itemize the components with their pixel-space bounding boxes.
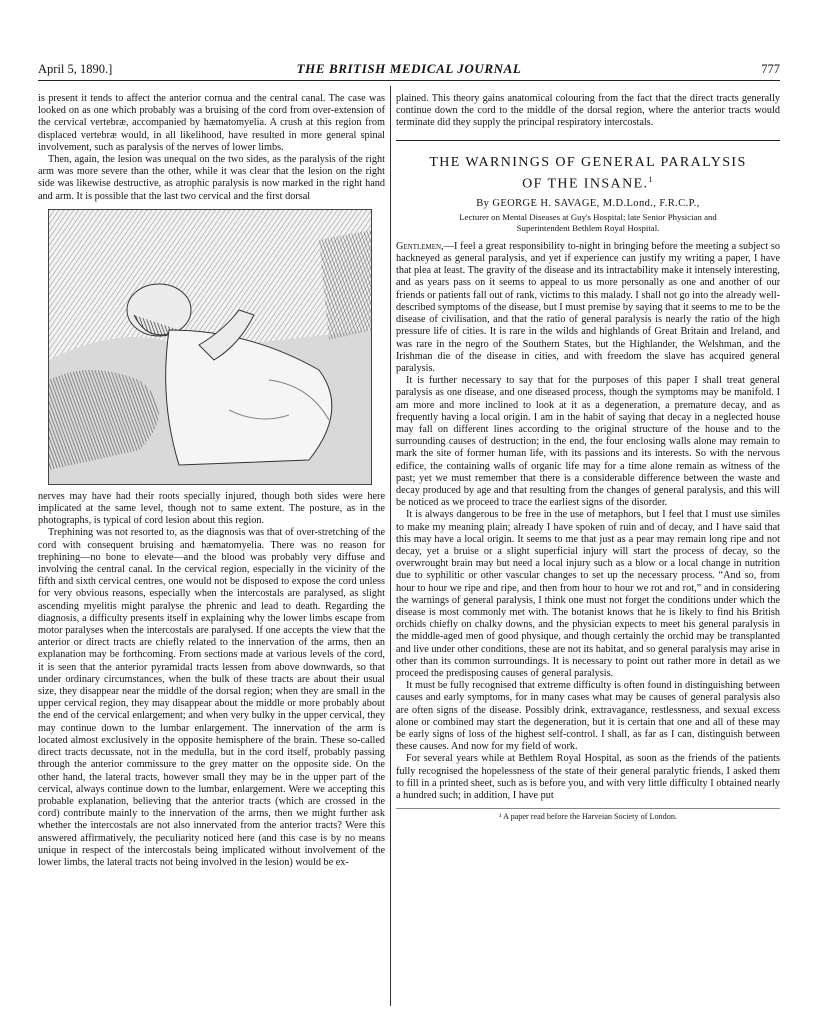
left-paragraph-4: Trephining was not resorted to, as the diagnosis was that of over-stretching of the cord with consequent bruising and hæmatomyelia. There was no reason for trephining—no bone to elevate—and the blood was probably very diffuse and involving the central canal. In the cervical region, especially in the vicinity of the fifth and sixth cervical centres, one would not be disposed to expose the cord unless for very obvious reasons, especially when the intercostals are paralysed, as slight ascending myelitis might paralyse the phrenic and lead to death. Regarding the diagnosis, a difficulty presents itself in explaining why the lower limbs escape from motor paralyses when the intercostals are paralysed. If one accepts the view that the anterior or direct tracts are chiefly related to the innervation of the arms, then an explanation may be forthcoming. From sections made at various levels of the cord, it is seen that the anterior pyramidal tracts lessen from above downwards, so that under ordinary circumstances, when the bulk of these tracts are about their usual size, they disappear near the middle of the dorsal region; when they are small in the upper cervical region, they may disappear about the middle or more probably about the end of the cervical enlargement; and when very bulky in the upper cervical, they may continue down to the lumbar enlargement. The innervation of the arm is located almost exclusively in the opposite hemisphere of the brain. These so-called direct tracts decussate, not in the medulla, but in the cord itself, probably passing through the anterior commissure to the grey matter on the opposite side. On the other hand, the lateral tracts, however small they may be in the upper part of the cervical, always continue down to the lumbar, enlargement. Were we accepting this probable explanation, believing that the anterior tracts (which are crossed in the cord) contribute mainly to the innervation of the arms, then we might further ask whether the intercostals are not also innervated from the anterior tracts? Were this answered affirmatively, the peculiarity noticed here (and this case is by no means unique in respect of the intercostals being implicated without involvement of the lower limbs, the lateral tracts not being involved in the lesion) would be ex- — [38, 527, 385, 868]
running-header — [38, 60, 780, 81]
title-line-1: THE WARNINGS OF GENERAL PARALYSIS — [429, 154, 747, 170]
right-paragraph-1: plained. This theory gains anatomical colouring from the fact that the direct tracts generally continue down the cord to the middle of the dorsal region, where the anterior tracts would terminate did they supply the principal respiratory intercostals. — [396, 93, 780, 129]
right-column — [396, 93, 780, 1020]
article-title — [396, 154, 780, 193]
page-number: 777 — [761, 62, 780, 76]
left-paragraph-2: Then, again, the lesion was unequal on the two sides, as the paralysis of the right arm was more severe than the other, while it was clear that the lesion on the right side was likewise destructive, as atrophic paralysis is now marked in the right hand and arm. It is possible that the last two cervical and the first dorsal — [38, 154, 385, 202]
issue-date: April 5, 1890.] — [38, 62, 113, 76]
journal-title: THE BRITISH MEDICAL JOURNAL — [296, 61, 522, 76]
patient-engraving — [48, 209, 372, 485]
article-separator — [396, 140, 780, 141]
left-paragraph-1: is present it tends to affect the anterior cornua and the central canal. The case was looked on as one which probably was a bruising of the cord from over-extension of the cervical vertebræ, accompanied by hæmatomyelia. A crush at this region from displaced vertebræ would, in all likelihood, have resulted in more general spinal involvement, such as paralysis of the nerves of lower limbs. — [38, 93, 385, 153]
footnote-marker: 1 — [648, 174, 654, 184]
affiliation-line-1: Lecturer on Mental Diseases at Guy's Hospital; late Senior Physician and — [459, 212, 717, 223]
left-paragraph-3: nerves may have had their roots specially injured, though both sides were here implicated at the same level, though not to same extent. The posture, as in the photographs, is typical of cord lesion about this region. — [38, 490, 385, 527]
right-paragraph-3: It is further necessary to say that for the purposes of this paper I shall treat general paralysis as one disease, and one diseased process, though the symptoms may be manifold. I am more and more inclined to look at it as a degeneration, a premature decay, and as frequently having a local origin. I am in the habit of saying that decay in a neglected house may fall on different lines according to the original structure of the house and to the surrounding causes of destruction; in the end, the four enclosing walls alone may remain to mark the site of former human life, with its passions and its interests. So with the nervous edifice, the containing walls of organic life may for a time alone remain as witness of the past; yet we must remember that there is a considerable difference between the waste and decay produced by age and that resulting from the changes of general paralysis, and this will be noticed as we proceed to trace the earliest signs of the disorder. — [396, 375, 780, 509]
engraving-image — [49, 210, 371, 484]
right-paragraph-4: It is always dangerous to be free in the use of metaphors, but I feel that I must use similes to make my meaning plain; already I have spoken of ruin and of decay, and I have said that this may have a local origin. It seems to me that just as a pear may remain long ripe and not decay, yet a bruise or a slight superficial injury will start the process of decay, so the overwrought brain may but need a local injury such as a blow or a local change in nutrition due to syphilitic or other vascular changes to set up the necessary process. “And so, from hour to hour we ripe and ripe, and then from hour to hour we rot and rot,” and in considering the warnings of general paralysis, I think one must not forget the conditions under which the disease is most commonly met with. The botanist knows that he is likely to find his British orchids chiefly on chalky downs, and the physician expects to meet his general paralysis in the middle-aged men of good physique, and though certainly the orchid may be transplanted and live under other conditions, these are not its habitat, and so general paralysis may arise in other than its common surroundings. It is necessary to point out rather more in detail as we proceed the predisposing causes of general paralysis. — [396, 509, 780, 679]
author-affiliation — [396, 212, 780, 232]
left-column — [38, 93, 385, 1020]
footnote: ¹ A paper read before the Harveian Society of London. — [396, 808, 780, 823]
title-line-2: OF THE INSANE.$^1$ — [522, 174, 654, 192]
right-paragraph-2: Gentlemen,—I feel a great responsibility to-night in bringing before the meeting a subject so hackneyed as general paralysis, and yet if experience can justify my writing a paper, I have that plea at least. The gravity of the disease and its intractability make it intensely interesting, and as years pass on it seems to appeal to us more personally as one and another of our friends or patients fall out of rank, victims to this malady. I shall not go into the already well-described symptoms of the disease, but I must premise by saying that it seems to me to be the disease of civilisation, and that the ratio of general paralysis is nearly the ratio of the high pressure life of cities. It is rare in the wilds and highlands of Great Britain and Ireland, and was rare in the negro of the Southern States, but the Highlander, the Welshman, and the Irishman die of the disease in cities, and with freedom the slave has acquired general paralysis. — [396, 240, 780, 374]
affiliation-line-2: Superintendent Bethlem Royal Hospital. — [516, 222, 660, 233]
author-byline: By GEORGE H. SAVAGE, M.D.Lond., F.R.C.P., — [476, 198, 700, 210]
right-paragraph-6: For several years while at Bethlem Royal Hospital, as soon as the friends of the patients fully recognised the hopelessness of the state of their general paralytic friends, I asked them to fill in a printed sheet, such as is before you, and with very little difficulty I obtained nearly a hundred such; in addition, I have put — [396, 753, 780, 802]
column-divider — [390, 86, 391, 1006]
salutation: Gentlemen, — [396, 240, 444, 252]
right-paragraph-5: It must be fully recognised that extreme difficulty is often found in distinguishing between causes and early symptoms, for in many cases what may be causes of general paralysis also are often signs of the disease. Possibly drink, extravagance, restlessness, and sexual excess alone or combined may start the degeneration, but it is certain that one and all of these may be early signs of loss of the highest self-control. I shall, as far as I can, distinguish between these causes. And now for my field of work. — [396, 680, 780, 753]
